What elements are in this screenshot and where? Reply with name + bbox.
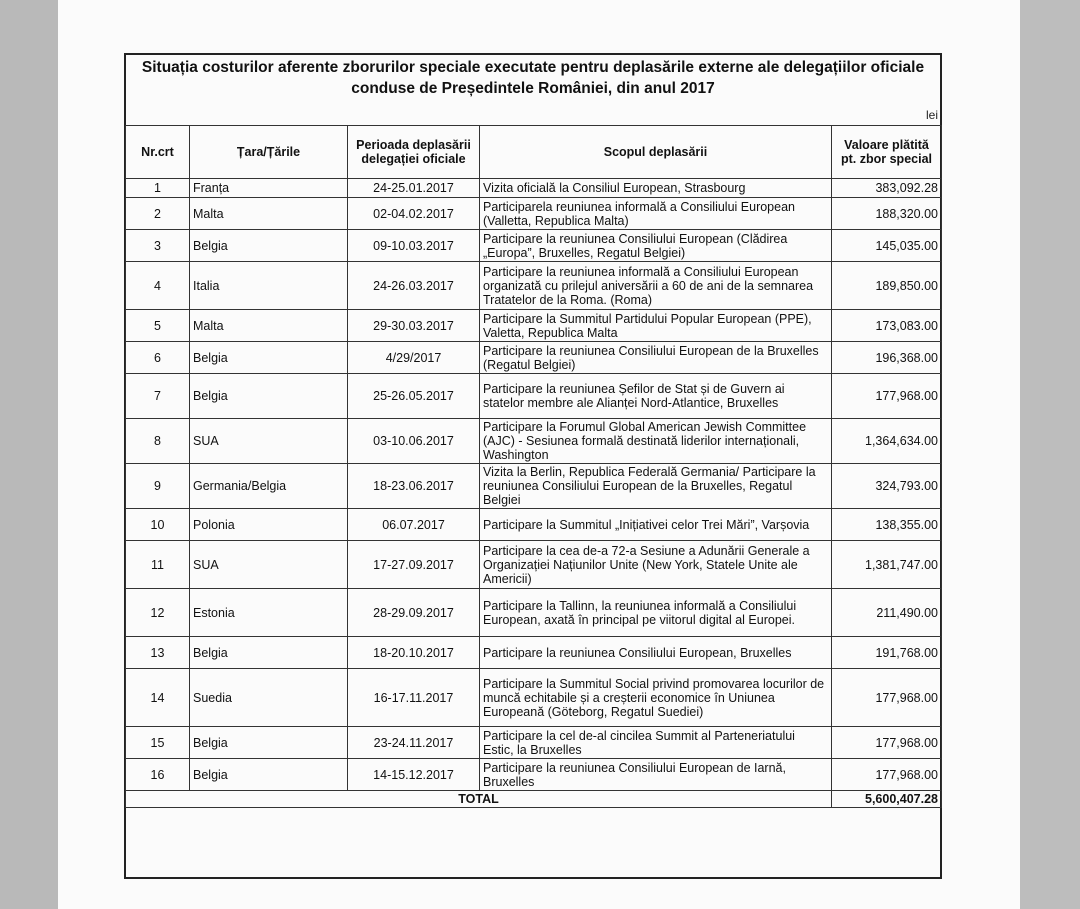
header-country: Țara/Țările [190,126,348,179]
header-nr: Nr.crt [126,126,190,179]
row-country: Polonia [190,509,348,541]
table-row [126,419,942,464]
row-purpose: Participare la Summitul Social privind promovarea locurilor de muncă echitabile și a creșterii economice în Uniunea Europeană (Göteborg, Regatul Suediei) [480,669,832,727]
row-purpose: Participare la reuniunea Consiliului European de Iarnă, Bruxelles [480,759,832,791]
table-row [126,464,942,509]
row-purpose: Participarela reuniunea informală a Consiliului European (Valletta, Republica Malta) [480,198,832,230]
row-value: 383,092.28 [832,179,942,198]
row-purpose: Participare la Summitul „Inițiativei celor Trei Mări”, Varșovia [480,509,832,541]
row-period: 06.07.2017 [348,509,480,541]
row-period: 03-10.06.2017 [348,419,480,464]
row-value: 1,381,747.00 [832,541,942,589]
table-row [126,727,942,759]
row-value: 173,083.00 [832,310,942,342]
row-purpose: Participare la reuniunea informală a Consiliului European organizată cu prilejul aniversării a 60 de ani de la semnarea Tratatelor de la Roma. (Roma) [480,262,832,310]
row-number: 8 [126,419,190,464]
row-value: 145,035.00 [832,230,942,262]
row-country: Belgia [190,637,348,669]
header-period: Perioada deplasării delegației oficiale [348,126,480,179]
row-number: 2 [126,198,190,230]
row-country: Malta [190,310,348,342]
row-period: 16-17.11.2017 [348,669,480,727]
table-row [126,509,942,541]
table-row [126,669,942,727]
row-country: Italia [190,262,348,310]
row-number: 13 [126,637,190,669]
row-country: Estonia [190,589,348,637]
row-period: 4/29/2017 [348,342,480,374]
currency-unit: lei [925,108,938,122]
row-period: 17-27.09.2017 [348,541,480,589]
row-value: 189,850.00 [832,262,942,310]
row-country: Malta [190,198,348,230]
row-purpose: Participare la cel de-al cincilea Summit al Parteneriatului Estic, la Bruxelles [480,727,832,759]
row-value: 1,364,634.00 [832,419,942,464]
row-value: 196,368.00 [832,342,942,374]
row-number: 14 [126,669,190,727]
row-period: 24-25.01.2017 [348,179,480,198]
row-value: 188,320.00 [832,198,942,230]
row-value: 177,968.00 [832,759,942,791]
total-label: TOTAL [126,791,832,808]
row-purpose: Participare la reuniunea Consiliului European, Bruxelles [480,637,832,669]
row-period: 14-15.12.2017 [348,759,480,791]
table-row [126,310,942,342]
row-number: 12 [126,589,190,637]
row-period: 25-26.05.2017 [348,374,480,419]
row-country: Belgia [190,230,348,262]
row-number: 4 [126,262,190,310]
row-value: 177,968.00 [832,374,942,419]
row-value: 211,490.00 [832,589,942,637]
row-period: 18-23.06.2017 [348,464,480,509]
row-purpose: Vizita la Berlin, Republica Federală Germania/ Participare la reuniunea Consiliului European de la Bruxelles, Regatul Belgiei [480,464,832,509]
row-number: 1 [126,179,190,198]
row-purpose: Participare la cea de-a 72-a Sesiune a Adunării Generale a Organizației Națiunilor Unite (New York, Statele Unite ale Americii) [480,541,832,589]
costs-table [125,125,942,808]
row-value: 324,793.00 [832,464,942,509]
row-number: 16 [126,759,190,791]
row-country: Belgia [190,374,348,419]
table-row [126,589,942,637]
table-row [126,179,942,198]
row-value: 177,968.00 [832,669,942,727]
row-period: 23-24.11.2017 [348,727,480,759]
row-purpose: Vizita oficială la Consiliul European, Strasbourg [480,179,832,198]
table-row [126,262,942,310]
row-number: 9 [126,464,190,509]
row-country: SUA [190,541,348,589]
row-purpose: Participare la reuniunea Consiliului European de la Bruxelles (Regatul Belgiei) [480,342,832,374]
document-title: Situația costurilor aferente zborurilor speciale executate pentru deplasările externe ale delegațiilor oficiale conduse de Președintele României, din anul 2017 [141,59,925,97]
page-edge [1020,0,1080,909]
table-row [126,198,942,230]
row-number: 5 [126,310,190,342]
row-country: Belgia [190,727,348,759]
row-number: 7 [126,374,190,419]
row-country: SUA [190,419,348,464]
row-number: 10 [126,509,190,541]
row-country: Germania/Belgia [190,464,348,509]
row-number: 11 [126,541,190,589]
table-row [126,759,942,791]
row-purpose: Participare la Forumul Global American Jewish Committee (AJC) - Sesiunea formală destinată liderilor internaționali, Washington [480,419,832,464]
header-value: Valoare plătită pt. zbor special [832,126,942,179]
row-number: 3 [126,230,190,262]
row-number: 15 [126,727,190,759]
total-row [126,791,942,808]
row-purpose: Participare la Tallinn, la reuniunea informală a Consiliului European, axată în principal pe viitorul digital al Europei. [480,589,832,637]
row-purpose: Participare la reuniunea Șefilor de Stat și de Guvern ai statelor membre ale Alianței Nord-Atlantice, Bruxelles [480,374,832,419]
row-country: Suedia [190,669,348,727]
table-row [126,541,942,589]
row-country: Belgia [190,759,348,791]
row-value: 191,768.00 [832,637,942,669]
header-purpose: Scopul deplasării [480,126,832,179]
table-row [126,230,942,262]
row-country: Belgia [190,342,348,374]
row-purpose: Participare la Summitul Partidului Popular European (PPE), Valetta, Republica Malta [480,310,832,342]
row-purpose: Participare la reuniunea Consiliului European (Clădirea „Europa”, Bruxelles, Regatul Belgiei) [480,230,832,262]
row-period: 29-30.03.2017 [348,310,480,342]
row-country: Franța [190,179,348,198]
table-row [126,342,942,374]
row-period: 09-10.03.2017 [348,230,480,262]
table-header-row [126,126,942,179]
row-period: 02-04.02.2017 [348,198,480,230]
total-value: 5,600,407.28 [832,791,942,808]
row-value: 177,968.00 [832,727,942,759]
row-period: 18-20.10.2017 [348,637,480,669]
table-row [126,374,942,419]
row-period: 28-29.09.2017 [348,589,480,637]
row-period: 24-26.03.2017 [348,262,480,310]
row-value: 138,355.00 [832,509,942,541]
row-number: 6 [126,342,190,374]
table-row [126,637,942,669]
